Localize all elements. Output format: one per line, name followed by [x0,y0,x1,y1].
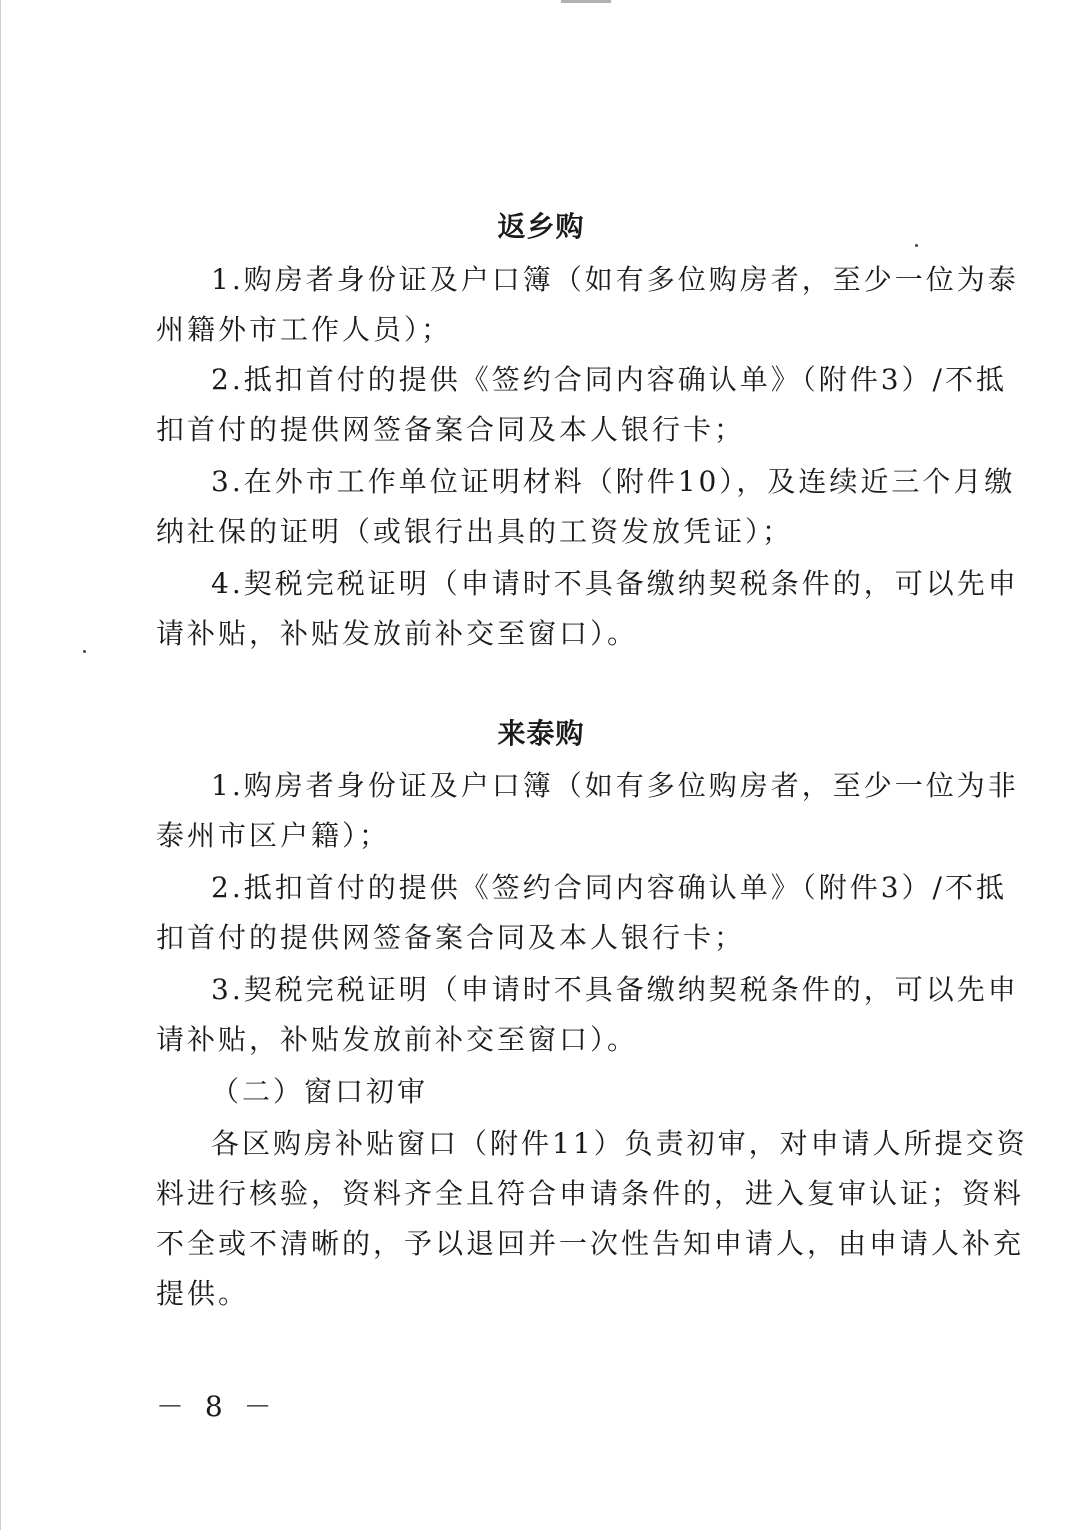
list-item-line: 纳社保的证明（或银行出具的工资发放凭证）； [156,515,794,548]
list-item-line: 1.购房者身份证及户口簿（如有多位购房者，至少一位为泰 [211,263,1019,296]
paragraph-line: 不全或不清晰的，予以退回并一次性告知申请人，由申请人补充 [156,1227,1025,1260]
list-item-line: 2.抵扣首付的提供《签约合同内容确认单》（附件3）/不抵 [211,363,1007,396]
paragraph-line: 各区购房补贴窗口（附件11）负责初审，对申请人所提交资 [211,1127,1028,1160]
scan-speck [915,244,918,247]
list-item-line: 扣首付的提供网签备案合同及本人银行卡； [156,413,746,446]
page-number: － 8 － [156,1390,278,1423]
list-item-line: 州籍外市工作人员）； [156,313,453,346]
list-item-line: 1.购房者身份证及户口簿（如有多位购房者，至少一位为非 [211,769,1019,802]
list-item-line: 3.契税完税证明（申请时不具备缴纳契税条件的，可以先申 [211,973,1019,1006]
list-item-line: 4.契税完税证明（申请时不具备缴纳契税条件的，可以先申 [211,567,1019,600]
paragraph-line: 料进行核验，资料齐全且符合申请条件的，进入复审认证；资料 [156,1177,1025,1210]
list-item-line: 扣首付的提供网签备案合同及本人银行卡； [156,921,746,954]
list-item-line: 3.在外市工作单位证明材料（附件10），及连续近三个月缴 [211,465,1016,498]
paragraph-line: 提供。 [156,1277,250,1310]
section-title-laitai: 来泰购 [497,717,585,750]
list-item-line: 2.抵扣首付的提供《签约合同内容确认单》（附件3）/不抵 [211,871,1007,904]
list-item-line: 请补贴，补贴发放前补交至窗口）。 [156,1023,639,1056]
list-item-line: 泰州市区户籍）； [156,819,391,852]
section-title-fanxiang: 返乡购 [497,210,585,243]
list-item-line: 请补贴，补贴发放前补交至窗口）。 [156,617,639,650]
scan-speck [83,650,86,653]
subheading-window-review: （二）窗口初审 [211,1075,429,1108]
